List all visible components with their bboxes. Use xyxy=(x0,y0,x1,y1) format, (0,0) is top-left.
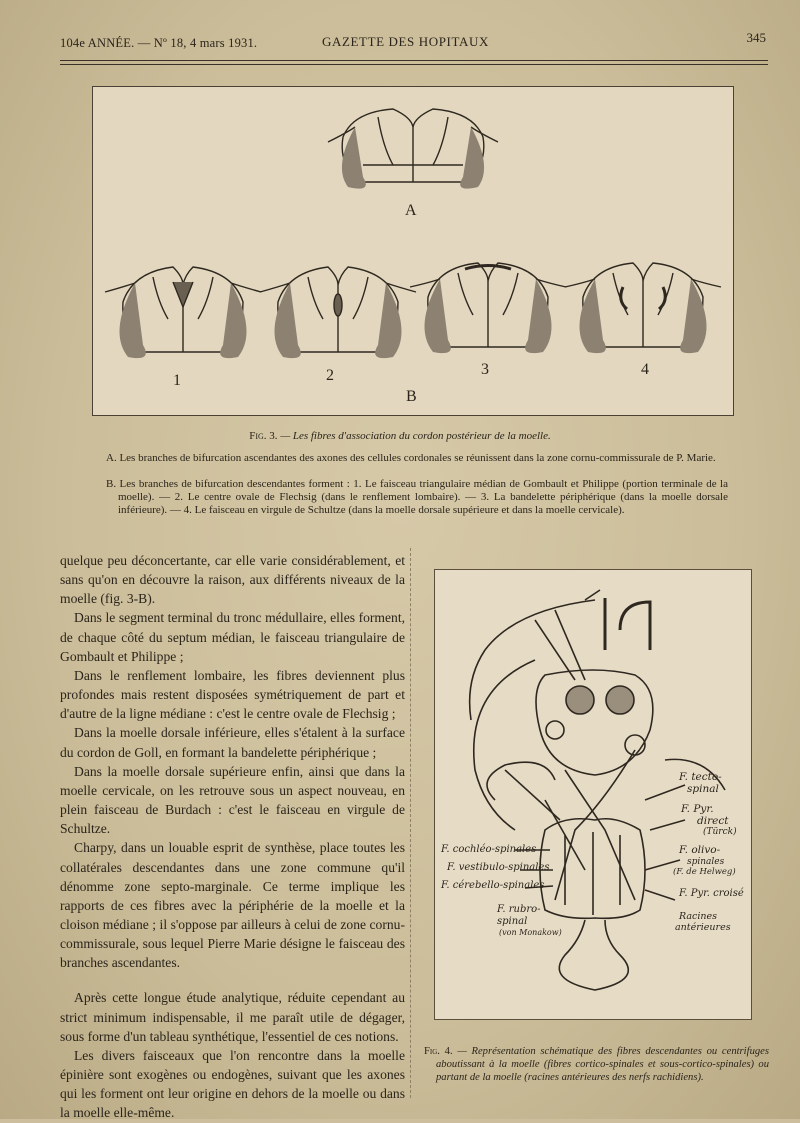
label-olivo: F. olivo- xyxy=(679,844,721,856)
figure-3 xyxy=(92,86,734,416)
figure-4-label: Fig. 4. xyxy=(424,1046,453,1057)
paragraph: Dans le renflement lombaire, les fibres deviennent plus profondes mais restent disposées symétriquement de part et d'autre de la ligne médiane : c'est le centre ovale de Flechsig ; xyxy=(60,667,405,722)
panel-label-a: A xyxy=(405,202,417,219)
label-pyr-croise: F. Pyr. croisé xyxy=(679,888,744,899)
paragraph: quelque peu déconcertante, car elle varie considérablement, et sans qu'on en découvre la raison, aux différents niveaux de la moelle (fig. 3-B). xyxy=(60,553,405,607)
panel-label-1: 1 xyxy=(173,372,181,389)
figure-3-caption-title xyxy=(0,430,800,442)
cord-section-b4 xyxy=(565,263,721,353)
panel-label-4: 4 xyxy=(641,361,649,378)
panel-label-2: 2 xyxy=(326,367,334,384)
paragraph: Dans le segment terminal du tronc médullaire, elles forment, de chaque côté du septum médian, le faisceau triangulaire de Gombault et Philippe ; xyxy=(60,610,405,664)
paragraph: Les divers faisceaux que l'on rencontre dans la moelle épinière sont exogènes ou endogènes, suivant que les axones qui les forment ont leur origine en dehors de la moelle ou dans la moelle elle-même. xyxy=(60,1047,405,1121)
label-racines: Racines xyxy=(679,911,718,922)
paragraph: Après cette longue étude analytique, réduite cependant au strict minimum indispensable, il me paraît utile de dégager, sous forme d'un tableau synthétique, l'essentiel de ces notions. xyxy=(60,990,405,1044)
paragraph: Dans la moelle dorsale inférieure, elles s'étalent à la surface du cordon de Goll, en formant la bandelette périphérique ; xyxy=(60,725,405,760)
label-tecto-2: spinal xyxy=(687,783,719,795)
label-cerebello: F. cérebello-spinales xyxy=(441,880,545,891)
label-rubro-2: spinal xyxy=(497,916,528,927)
label-cochleo: F. cochléo-spinales xyxy=(441,844,537,855)
panel-label-b: B xyxy=(406,388,417,405)
article-body xyxy=(60,551,405,1123)
label-pyr-direct: F. Pyr. xyxy=(681,803,714,815)
figure-3-title: — Les fibres d'association du cordon postérieur de la moelle. xyxy=(280,430,551,442)
figure-4-caption-text: — Représentation schématique des fibres descendantes ou centrifuges aboutissant à la moelle (fibres cortico-spinales et sous-cortico-spinales) ou partant de la moelle (racines antérieures des nerfs rachidiens). xyxy=(436,1046,769,1083)
cord-section-a xyxy=(328,109,498,189)
paragraph: Charpy, dans un louable esprit de synthèse, place toutes les collatérales descendantes dans une zone commune qu'il dénomme zone septo-marginale. Ce terme implique les rapports de ces fibres avec la périphérie de la moelle et la cloison médiane ; il s'oppose par ailleurs à celui de zone cornu-commissurale, sous lequel Pierre Marie désigne le faisceau des branches ascendantes. xyxy=(60,840,405,971)
header-rule-thin xyxy=(60,64,768,65)
label-tecto: F. tecto- xyxy=(679,771,722,783)
label-olivo-3: (F. de Helweg) xyxy=(673,867,736,877)
label-rubro-3: (von Monakow) xyxy=(499,928,562,937)
running-header xyxy=(60,32,766,52)
figure-3-label: Fig. 3. xyxy=(249,430,278,442)
caption-b-text: B. Les branches de bifurcation descendantes forment : 1. Le faisceau triangulaire médian de Gombault et Philippe (portion terminale de la moelle). — 2. Le centre ovale de Flechsig (dans le renflement lombaire). — 3. La bandelette périphérique (dans la moelle dorsale inférieure). — 4. Le faisceau en virgule de Schultze (dans la moelle dorsale supérieure et dans la moelle cervicale). xyxy=(106,478,728,517)
label-pyr-direct-2: direct xyxy=(697,815,729,827)
label-olivo-2: spinales xyxy=(687,857,725,867)
paragraph: Dans la moelle dorsale supérieure enfin, ainsi que dans la moelle cervicale, on les retrouve sous un aspect nouveau, en plein faisceau de Burdach : c'est le faisceau en virgule de Schultze. xyxy=(60,763,405,837)
figure-4 xyxy=(434,569,752,1020)
label-rubro: F. rubro- xyxy=(497,904,541,915)
figure-3-illustration xyxy=(93,87,733,415)
figure-3-caption-b xyxy=(106,478,728,518)
issue-info: 104e ANNÉE. — Nº 18, 4 mars 1931. xyxy=(60,36,258,50)
column-divider xyxy=(410,548,411,1098)
cord-section-b1 xyxy=(105,267,261,358)
panel-label-3: 3 xyxy=(481,361,489,378)
label-vestibulo: F. vestibulo-spinales xyxy=(447,862,550,873)
figure-4-caption xyxy=(424,1045,769,1084)
journal-title: GAZETTE DES HOPITAUX xyxy=(322,34,489,49)
header-rule xyxy=(60,60,768,61)
figure-4-illustration xyxy=(435,570,751,1019)
cord-section-b3 xyxy=(410,263,566,353)
cord-section-b2 xyxy=(260,267,416,358)
page-number: 345 xyxy=(746,30,766,45)
label-racines-2: antérieures xyxy=(675,922,731,933)
label-pyr-direct-3: (Türck) xyxy=(703,827,737,837)
caption-a-text: A. Les branches de bifurcation ascendantes des axones des cellules cordonales se réunissent dans la zone cornu-commissurale de P. Marie. xyxy=(106,452,716,464)
figure-3-caption-a xyxy=(106,452,728,465)
